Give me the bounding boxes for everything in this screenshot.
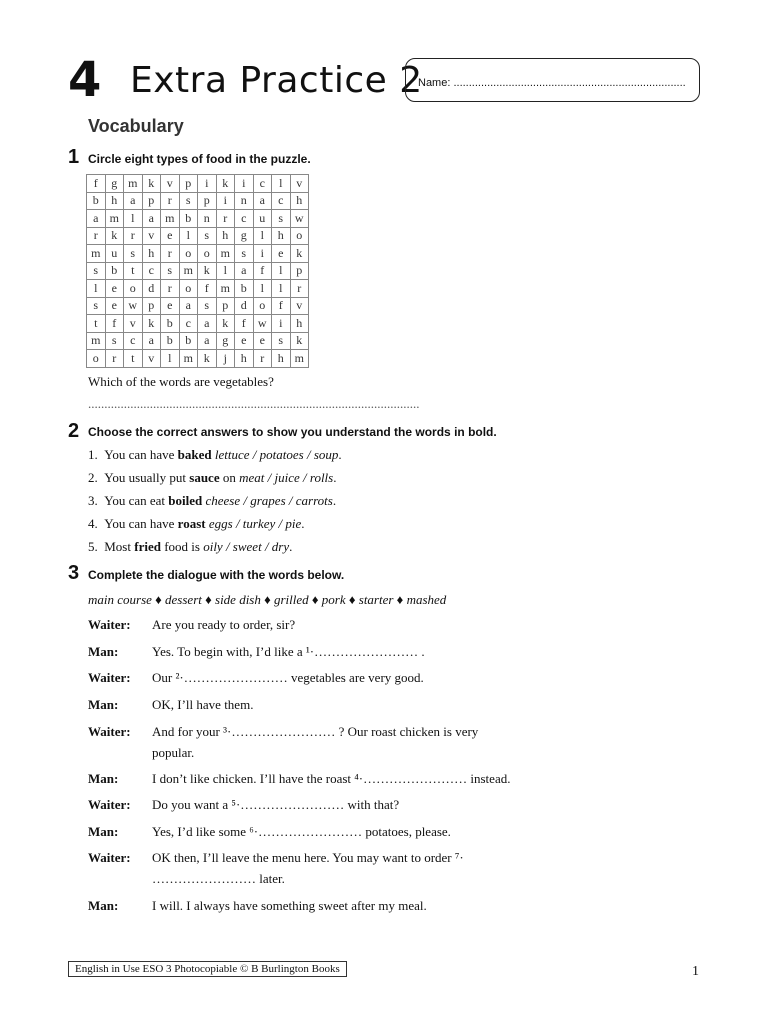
exercise-3-number: 3 bbox=[68, 562, 80, 584]
grid-cell[interactable]: r bbox=[290, 280, 309, 298]
grid-cell[interactable]: h bbox=[105, 192, 124, 210]
grid-cell[interactable]: v bbox=[124, 315, 143, 333]
grid-cell[interactable]: p bbox=[179, 175, 198, 193]
grid-cell[interactable]: a bbox=[142, 332, 161, 350]
grid-cell[interactable]: r bbox=[161, 280, 180, 298]
grid-cell[interactable]: s bbox=[198, 297, 217, 315]
exercise-2-instruction: Choose the correct answers to show you understand the words in bold. bbox=[88, 425, 497, 439]
grid-cell[interactable]: l bbox=[272, 262, 291, 280]
grid-cell[interactable]: i bbox=[198, 175, 217, 193]
exercise-2-item bbox=[88, 493, 336, 509]
word-box: main course ♦ dessert ♦ side dish ♦ grilled ♦ pork ♦ starter ♦ mashed bbox=[88, 592, 447, 607]
grid-cell[interactable]: o bbox=[87, 350, 106, 368]
grid-cell[interactable]: t bbox=[124, 350, 143, 368]
grid-cell[interactable]: n bbox=[235, 192, 254, 210]
grid-cell[interactable]: k bbox=[290, 245, 309, 263]
grid-cell[interactable]: a bbox=[179, 297, 198, 315]
item-number: 5. bbox=[88, 539, 98, 554]
grid-cell[interactable]: w bbox=[290, 210, 309, 228]
item-text: You can have bbox=[104, 516, 178, 531]
grid-cell[interactable]: r bbox=[105, 350, 124, 368]
section-heading: Vocabulary bbox=[88, 116, 184, 136]
speaker-label: Man: bbox=[88, 898, 119, 913]
dialogue-text: Yes, I’d like some ⁶·…………………… potatoes, please. bbox=[152, 824, 451, 839]
item-number: 1. bbox=[88, 447, 98, 462]
speaker-label: Man: bbox=[88, 697, 119, 712]
grid-cell[interactable]: k bbox=[216, 175, 235, 193]
grid-cell[interactable]: k bbox=[198, 350, 217, 368]
grid-row bbox=[87, 315, 309, 333]
grid-cell[interactable]: r bbox=[253, 350, 272, 368]
answer-options[interactable]: eggs / turkey / pie bbox=[208, 516, 302, 531]
grid-cell[interactable]: l bbox=[161, 350, 180, 368]
grid-row bbox=[87, 245, 309, 263]
speaker-label: Waiter: bbox=[88, 724, 131, 739]
grid-cell[interactable]: h bbox=[272, 350, 291, 368]
grid-cell[interactable]: h bbox=[235, 350, 254, 368]
item-end: . bbox=[338, 447, 342, 462]
speaker-label: Man: bbox=[88, 771, 119, 786]
exercise-1-number: 1 bbox=[68, 146, 80, 168]
page-number: 1 bbox=[692, 964, 699, 979]
grid-cell[interactable]: o bbox=[124, 280, 143, 298]
item-text: You can eat bbox=[104, 493, 169, 508]
grid-cell[interactable]: r bbox=[161, 245, 180, 263]
grid-cell[interactable]: g bbox=[235, 227, 254, 245]
item-number: 2. bbox=[88, 470, 98, 485]
speaker-label: Waiter: bbox=[88, 617, 131, 632]
grid-cell[interactable]: b bbox=[161, 332, 180, 350]
grid-cell[interactable]: k bbox=[142, 315, 161, 333]
grid-cell[interactable]: e bbox=[161, 227, 180, 245]
grid-cell[interactable]: w bbox=[253, 315, 272, 333]
grid-cell[interactable]: p bbox=[290, 262, 309, 280]
grid-cell[interactable]: c bbox=[142, 262, 161, 280]
grid-cell[interactable]: l bbox=[253, 227, 272, 245]
grid-cell[interactable]: t bbox=[87, 315, 106, 333]
dialogue-text: Yes. To begin with, I’d like a ¹·…………………… . bbox=[152, 644, 425, 659]
exercise-1-instruction: Circle eight types of food in the puzzle. bbox=[88, 152, 311, 166]
speaker-label: Man: bbox=[88, 644, 119, 659]
footer-copyright: English in Use ESO 3 Photocopiable © B Burlington Books bbox=[68, 961, 347, 977]
grid-row bbox=[87, 210, 309, 228]
grid-cell[interactable]: c bbox=[124, 332, 143, 350]
grid-cell[interactable]: o bbox=[179, 245, 198, 263]
dialogue-text-continued: …………………… later. bbox=[152, 871, 285, 886]
grid-cell[interactable]: v bbox=[290, 175, 309, 193]
grid-cell[interactable]: l bbox=[272, 175, 291, 193]
grid-cell[interactable]: m bbox=[179, 262, 198, 280]
grid-cell[interactable]: j bbox=[216, 350, 235, 368]
grid-cell[interactable]: v bbox=[142, 227, 161, 245]
grid-cell[interactable]: i bbox=[235, 175, 254, 193]
bold-word: fried bbox=[134, 539, 161, 554]
item-text: You can have bbox=[104, 447, 178, 462]
grid-cell[interactable]: o bbox=[253, 297, 272, 315]
grid-cell[interactable]: c bbox=[179, 315, 198, 333]
dialogue-text: OK then, I’ll leave the menu here. You may want to order ⁷· bbox=[152, 850, 464, 865]
answer-options[interactable]: cheese / grapes / carrots bbox=[205, 493, 333, 508]
bold-word: baked bbox=[177, 447, 212, 462]
grid-row bbox=[87, 297, 309, 315]
grid-cell[interactable]: l bbox=[124, 210, 143, 228]
item-end: . bbox=[289, 539, 293, 554]
grid-cell[interactable]: i bbox=[272, 315, 291, 333]
grid-cell[interactable]: n bbox=[198, 210, 217, 228]
grid-cell[interactable]: b bbox=[179, 210, 198, 228]
grid-cell[interactable]: h bbox=[142, 245, 161, 263]
grid-cell[interactable]: d bbox=[142, 280, 161, 298]
grid-cell[interactable]: a bbox=[235, 262, 254, 280]
speaker-label: Waiter: bbox=[88, 797, 131, 812]
item-text: You usually put bbox=[104, 470, 190, 485]
item-number: 3. bbox=[88, 493, 98, 508]
grid-cell[interactable]: v bbox=[161, 175, 180, 193]
grid-cell[interactable]: r bbox=[216, 210, 235, 228]
grid-cell[interactable]: s bbox=[272, 210, 291, 228]
unit-number: 4 bbox=[68, 52, 102, 108]
grid-row bbox=[87, 227, 309, 245]
grid-cell[interactable]: s bbox=[161, 262, 180, 280]
grid-cell[interactable]: k bbox=[142, 175, 161, 193]
grid-cell[interactable]: u bbox=[105, 245, 124, 263]
name-field[interactable] bbox=[405, 58, 700, 102]
dialogue-text: Our ²·…………………… vegetables are very good. bbox=[152, 670, 424, 685]
grid-cell[interactable]: l bbox=[216, 262, 235, 280]
grid-cell[interactable]: b bbox=[105, 262, 124, 280]
grid-cell[interactable]: a bbox=[198, 332, 217, 350]
grid-cell[interactable]: s bbox=[87, 262, 106, 280]
grid-cell[interactable]: f bbox=[253, 262, 272, 280]
grid-cell[interactable]: m bbox=[216, 245, 235, 263]
grid-row bbox=[87, 332, 309, 350]
dialogue-text: Are you ready to order, sir? bbox=[152, 617, 296, 632]
grid-cell[interactable]: r bbox=[87, 227, 106, 245]
grid-row bbox=[87, 192, 309, 210]
grid-cell[interactable]: a bbox=[142, 210, 161, 228]
grid-cell[interactable]: s bbox=[105, 332, 124, 350]
grid-cell[interactable]: p bbox=[216, 297, 235, 315]
exercise-2-item bbox=[88, 539, 292, 555]
grid-row bbox=[87, 175, 309, 193]
grid-cell[interactable]: k bbox=[105, 227, 124, 245]
grid-cell[interactable]: e bbox=[235, 332, 254, 350]
answer-options[interactable]: meat / juice / rolls bbox=[239, 470, 334, 485]
grid-cell[interactable]: l bbox=[87, 280, 106, 298]
grid-cell[interactable]: h bbox=[272, 227, 291, 245]
page-title: Extra Practice 2 bbox=[130, 60, 423, 101]
grid-cell[interactable]: u bbox=[253, 210, 272, 228]
grid-cell[interactable]: g bbox=[216, 332, 235, 350]
vegetables-question: Which of the words are vegetables? bbox=[88, 374, 274, 389]
grid-cell[interactable]: e bbox=[105, 297, 124, 315]
grid-cell[interactable]: o bbox=[290, 227, 309, 245]
exercise-3-instruction: Complete the dialogue with the words below. bbox=[88, 568, 345, 582]
bold-word: roast bbox=[177, 516, 206, 531]
grid-cell[interactable]: m bbox=[124, 175, 143, 193]
grid-cell[interactable]: m bbox=[87, 332, 106, 350]
grid-cell[interactable]: p bbox=[142, 192, 161, 210]
grid-cell[interactable]: b bbox=[161, 315, 180, 333]
grid-cell[interactable]: e bbox=[105, 280, 124, 298]
speaker-label: Man: bbox=[88, 824, 119, 839]
exercise-2-number: 2 bbox=[68, 420, 80, 442]
grid-row bbox=[87, 350, 309, 368]
grid-cell[interactable]: l bbox=[179, 227, 198, 245]
grid-cell[interactable]: e bbox=[161, 297, 180, 315]
dialogue-text: Do you want a ⁵·…………………… with that? bbox=[152, 797, 400, 812]
dialogue-text: And for your ³·…………………… ? Our roast chicken is very bbox=[152, 724, 479, 739]
bold-word: sauce bbox=[189, 470, 220, 485]
grid-cell[interactable]: m bbox=[105, 210, 124, 228]
grid-cell[interactable]: f bbox=[198, 280, 217, 298]
grid-cell[interactable]: f bbox=[105, 315, 124, 333]
grid-cell[interactable]: a bbox=[87, 210, 106, 228]
item-end: . bbox=[301, 516, 305, 531]
grid-cell[interactable]: r bbox=[124, 227, 143, 245]
grid-cell[interactable]: v bbox=[142, 350, 161, 368]
answer-options[interactable]: lettuce / potatoes / soup bbox=[214, 447, 339, 462]
grid-cell[interactable]: o bbox=[198, 245, 217, 263]
grid-cell[interactable]: a bbox=[253, 192, 272, 210]
grid-cell[interactable]: r bbox=[161, 192, 180, 210]
grid-cell[interactable]: m bbox=[179, 350, 198, 368]
bold-word: boiled bbox=[168, 493, 203, 508]
grid-cell[interactable]: v bbox=[290, 297, 309, 315]
grid-row bbox=[87, 262, 309, 280]
grid-cell[interactable]: e bbox=[272, 245, 291, 263]
name-label: Name: ............................................................................ bbox=[418, 77, 686, 89]
item-number: 4. bbox=[88, 516, 98, 531]
grid-cell[interactable]: i bbox=[253, 245, 272, 263]
grid-cell[interactable]: s bbox=[235, 245, 254, 263]
dialogue-text-continued: popular. bbox=[152, 745, 195, 760]
item-end: . bbox=[333, 470, 337, 485]
grid-cell[interactable]: s bbox=[179, 192, 198, 210]
grid-cell[interactable]: k bbox=[198, 262, 217, 280]
grid-cell[interactable]: s bbox=[124, 245, 143, 263]
exercise-2-item bbox=[88, 447, 342, 463]
item-end: . bbox=[332, 493, 337, 508]
grid-cell[interactable]: k bbox=[216, 315, 235, 333]
grid-cell[interactable]: g bbox=[105, 175, 124, 193]
grid-cell[interactable]: h bbox=[290, 192, 309, 210]
exercise-2-item bbox=[88, 470, 336, 486]
grid-cell[interactable]: i bbox=[216, 192, 235, 210]
grid-cell[interactable]: b bbox=[179, 332, 198, 350]
grid-cell[interactable]: a bbox=[198, 315, 217, 333]
item-text: Most bbox=[104, 539, 135, 554]
answer-line[interactable]: ...................................................................................................... bbox=[88, 396, 420, 411]
grid-cell[interactable]: b bbox=[87, 192, 106, 210]
exercise-2-item bbox=[88, 516, 305, 532]
grid-cell[interactable]: k bbox=[290, 332, 309, 350]
grid-cell[interactable]: p bbox=[142, 297, 161, 315]
grid-cell[interactable]: w bbox=[124, 297, 143, 315]
grid-cell[interactable]: s bbox=[198, 227, 217, 245]
grid-row bbox=[87, 280, 309, 298]
dialogue-text: I don’t like chicken. I’ll have the roast ⁴·…………………… instead. bbox=[152, 771, 511, 786]
grid-cell[interactable]: l bbox=[253, 280, 272, 298]
grid-cell[interactable]: m bbox=[161, 210, 180, 228]
grid-cell[interactable]: o bbox=[179, 280, 198, 298]
grid-cell[interactable]: f bbox=[87, 175, 106, 193]
grid-cell[interactable]: e bbox=[253, 332, 272, 350]
word-search-grid bbox=[86, 174, 309, 368]
grid-cell[interactable]: h bbox=[216, 227, 235, 245]
grid-cell[interactable]: f bbox=[235, 315, 254, 333]
grid-cell[interactable]: b bbox=[235, 280, 254, 298]
grid-cell[interactable]: m bbox=[290, 350, 309, 368]
grid-cell[interactable]: s bbox=[87, 297, 106, 315]
grid-cell[interactable]: c bbox=[253, 175, 272, 193]
grid-cell[interactable]: p bbox=[198, 192, 217, 210]
item-text: on bbox=[219, 470, 240, 485]
speaker-label: Waiter: bbox=[88, 850, 131, 865]
grid-cell[interactable]: d bbox=[235, 297, 254, 315]
dialogue-text: I will. I always have something sweet after my meal. bbox=[152, 898, 427, 913]
answer-options[interactable]: oily / sweet / dry bbox=[203, 539, 290, 554]
grid-cell[interactable]: f bbox=[272, 297, 291, 315]
grid-cell[interactable]: m bbox=[87, 245, 106, 263]
grid-cell[interactable]: l bbox=[272, 280, 291, 298]
dialogue-text: OK, I’ll have them. bbox=[152, 697, 254, 712]
grid-cell[interactable]: c bbox=[235, 210, 254, 228]
grid-cell[interactable]: s bbox=[272, 332, 291, 350]
item-text: food is bbox=[160, 539, 204, 554]
speaker-label: Waiter: bbox=[88, 670, 131, 685]
grid-cell[interactable]: c bbox=[272, 192, 291, 210]
grid-cell[interactable]: a bbox=[124, 192, 143, 210]
grid-cell[interactable]: m bbox=[216, 280, 235, 298]
grid-cell[interactable]: h bbox=[290, 315, 309, 333]
grid-cell[interactable]: t bbox=[124, 262, 143, 280]
